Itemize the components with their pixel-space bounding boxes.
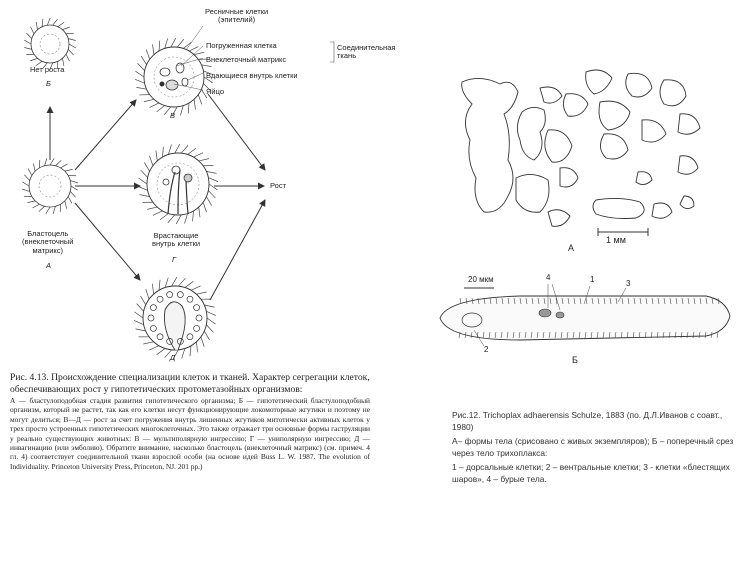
trichoplax-cross-section bbox=[440, 284, 730, 346]
label-connective: Соединительная ткань bbox=[337, 43, 396, 61]
fig2-caption-line3: 1 – дорсальные клетки; 2 – вентральные клетки; 3 - клетки «блестящих шаров», 4 – бурые тела. bbox=[452, 462, 730, 484]
label-egg: Яйцо bbox=[206, 87, 224, 96]
letter-a: А bbox=[46, 261, 52, 270]
fig2-caption-line2: А– формы тела (срисовано с живых экземпляров); Б – поперечный срез через тело трихоплакса: bbox=[452, 436, 734, 458]
fig2-num4: 4 bbox=[546, 273, 551, 282]
trichoplax-shapes bbox=[462, 70, 700, 226]
letter-d: Д bbox=[170, 353, 176, 362]
label-blastocoel: Бластоцель (внеклеточный матрикс) bbox=[22, 229, 74, 255]
fig2-num1: 1 bbox=[590, 275, 595, 284]
label-submerged-cell: Погруженная клетка bbox=[206, 41, 277, 50]
label-ingrowing: Вдающиеся внутрь клетки bbox=[206, 71, 298, 80]
fig2-scale-mm: 1 мм bbox=[606, 235, 626, 245]
label-no-growth: Нет роста bbox=[30, 65, 65, 74]
fig2-caption-title: Рис.12. Trichoplax adhaerensis Schulze, 1883 (по. Д.Л.Иванов с соавт., 1980) bbox=[452, 410, 723, 432]
label-growth: Рост bbox=[270, 181, 287, 190]
letter-g: Г bbox=[172, 255, 177, 264]
fig1-caption-title: Рис. 4.13. Происхождение специализации клеток и тканей. Характер сегрегации клеток, обеспечивающих рост у гипотетических протометазойных организмов: bbox=[10, 372, 370, 395]
label-cilia-cells: Ресничные клетки (эпителий) bbox=[205, 7, 269, 25]
label-ingrowing-in: Врастающие внутрь клетки bbox=[152, 231, 201, 249]
fig2-num2: 2 bbox=[484, 345, 489, 354]
fig2-num3: 3 bbox=[626, 279, 631, 288]
label-ecm: Внеклеточный матрикс bbox=[206, 55, 287, 64]
ventral-cell bbox=[717, 332, 718, 338]
fig2-letter-a: А bbox=[568, 243, 575, 253]
fig2-letter-b: Б bbox=[572, 355, 578, 365]
letter-b: Б bbox=[46, 79, 51, 88]
letter-v: В bbox=[170, 111, 176, 120]
fig2-scale-um: 20 мкм bbox=[468, 275, 494, 284]
fig1-caption-body: А — бластулоподобная стадия развития гипотетического организма; Б — гипотетический бластулоподобный организм, который не растет, так как его клетки несут функционирующие локомоторные жгутики и поэтому не могут делиться; В—Д — рост за счет погружения внутрь лишенных жгутиков митотически активных клеток у трех просто устроенных гипотетических многоклеточных. Это также отражает три основные формы гаструляции у реально существующих животных: В — мультиполярную ингрессию; Г — униполярную ингрессию; Д — инвагинацию (или эмболию). Обратите внимание, насколько бластоцель (внеклеточный матрикс) (см. примеч. 4 гл. 4) соответствует соединительной ткани взрослой особи (на основе идей Buss L. W. 1987. The evolution of Individuality. Princeton University Press, Princeton, NJ. 201 pp.) bbox=[10, 396, 370, 471]
